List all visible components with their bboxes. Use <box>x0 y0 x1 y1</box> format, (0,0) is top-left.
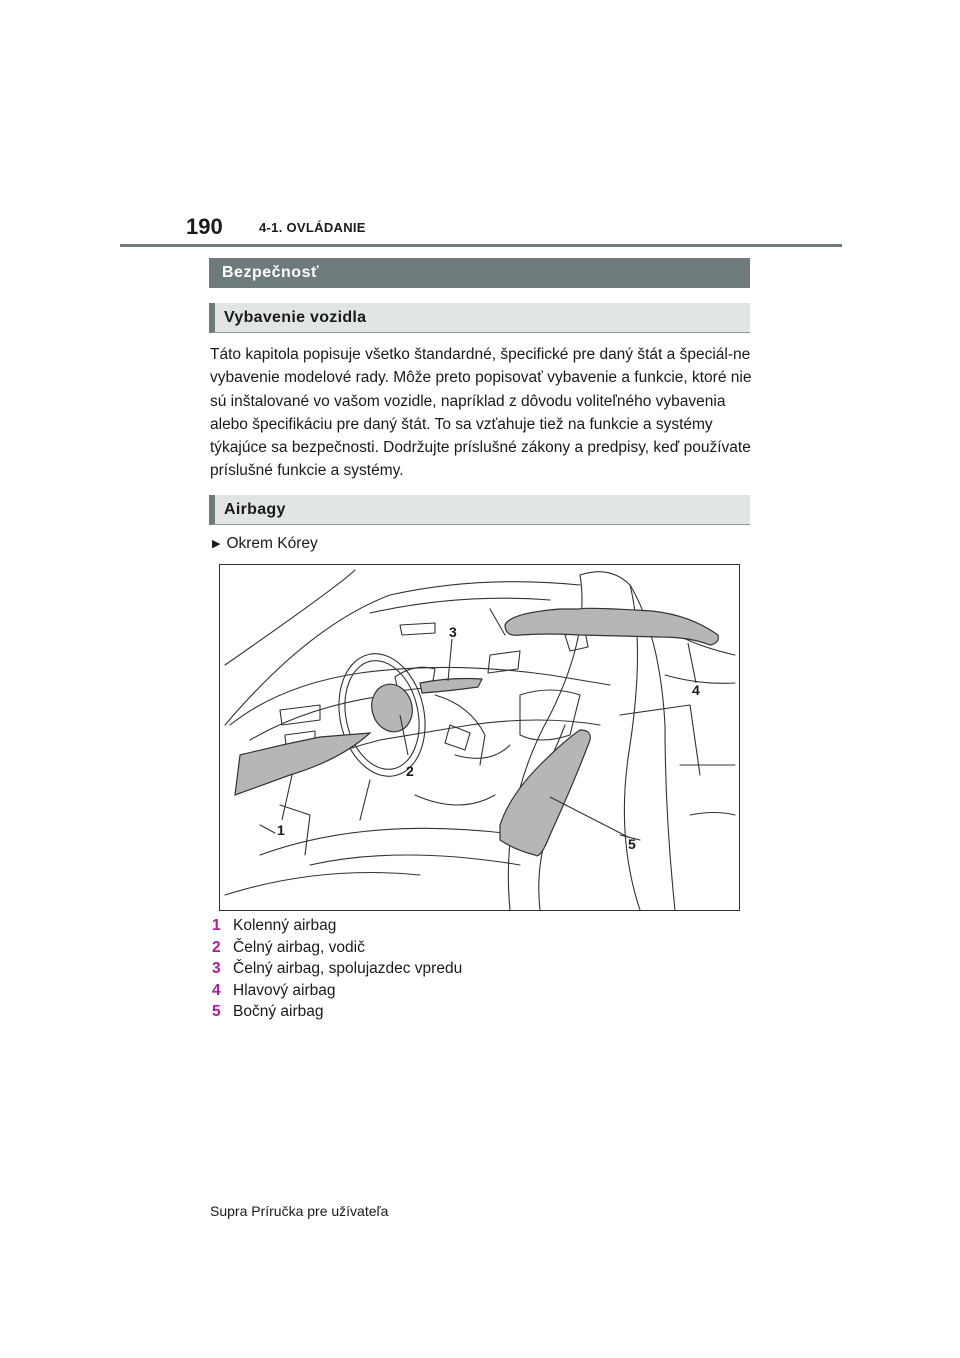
legend-item <box>212 937 462 959</box>
intro-paragraph: Táto kapitola popisuje všetko štandardné, špecifické pre daný štát a špeciál-ne vybavenie modelové rady. Môže preto popisovať vybavenie a funkcie, ktoré nie sú inštalované vo vašom vozidle, napríklad z dôvodu voliteľného vybavenia alebo špecifikáciu pre daný štát. To sa vzťahuje tiež na funkcie a systémy týkajúce sa bezpečnosti. Dodržujte príslušné zákony a predpisy, keď používate príslušné funkcie a systémy. <box>210 346 752 480</box>
legend-number: 3 <box>212 960 221 978</box>
legend-label: Čelný airbag, spolujazdec vpredu <box>233 960 463 978</box>
region-note <box>212 535 318 553</box>
legend-number: 5 <box>212 1003 221 1021</box>
airbag-illustration <box>219 564 740 911</box>
triangle-bullet-icon: ▶ <box>212 538 221 550</box>
callout-4: 4 <box>692 682 700 698</box>
legend-label: Hlavový airbag <box>233 981 336 999</box>
legend-item <box>212 958 462 980</box>
callout-5: 5 <box>628 836 636 852</box>
subsection-title-equipment: Vybavenie vozidla <box>209 303 750 333</box>
chapter-title: 4-1. OVLÁDANIE <box>259 220 366 235</box>
legend-number: 1 <box>212 917 221 934</box>
callout-3: 3 <box>449 624 457 640</box>
legend-label: Čelný airbag, vodič <box>233 938 365 956</box>
footer-text: Supra Príručka pre užívateľa <box>210 1203 389 1219</box>
callout-2: 2 <box>406 763 414 779</box>
legend-item <box>212 915 462 937</box>
legend-item <box>212 980 462 1002</box>
airbag-legend <box>212 915 462 1023</box>
cabin-drawing <box>220 565 739 910</box>
legend-number: 4 <box>212 981 221 999</box>
page-number: 190 <box>186 214 223 239</box>
legend-number: 2 <box>212 938 221 956</box>
legend-label: Bočný airbag <box>233 1003 324 1021</box>
legend-item <box>212 1001 462 1023</box>
section-title: Bezpečnosť <box>209 258 750 288</box>
subsection-title-airbags: Airbagy <box>209 495 750 525</box>
header-rule <box>120 244 842 247</box>
region-note-text: Okrem Kórey <box>226 535 318 552</box>
legend-label: Kolenný airbag <box>233 917 337 934</box>
callout-1: 1 <box>277 822 285 838</box>
